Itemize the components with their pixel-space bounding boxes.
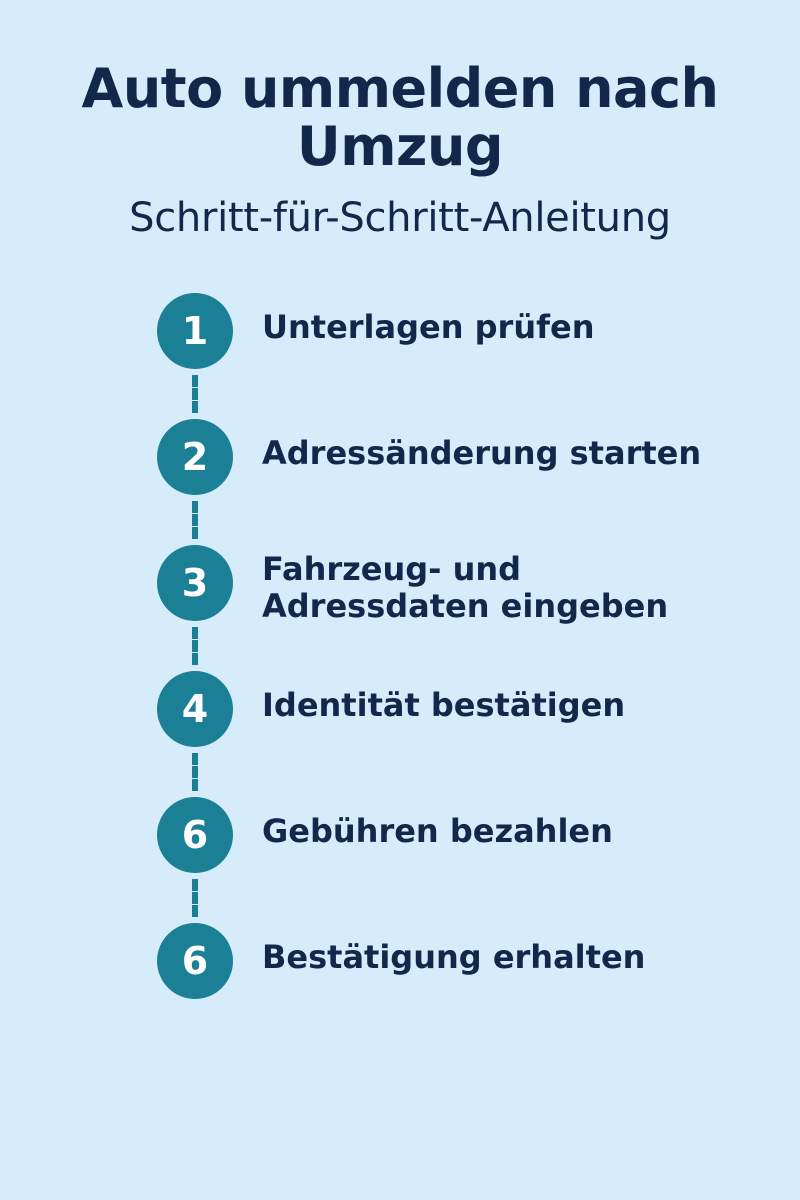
step-connector-line [192, 753, 198, 791]
list-item [148, 545, 770, 671]
step-number-badge: 2 [157, 419, 233, 495]
steps-list [30, 293, 770, 1019]
step-connector-line [192, 879, 198, 917]
step-marker-column [148, 419, 242, 545]
step-marker-column [148, 671, 242, 797]
step-label: Unterlagen prüfen [262, 307, 595, 346]
step-number-badge: 1 [157, 293, 233, 369]
step-connector-line [192, 501, 198, 539]
step-label: Adressänderung starten [262, 433, 702, 472]
step-connector-line [192, 627, 198, 665]
step-label: Bestätigung erhalten [262, 937, 646, 976]
page-title: Auto ummelden nach Umzug [81, 57, 719, 179]
step-number-badge: 6 [157, 923, 233, 999]
list-item [148, 797, 770, 923]
step-label: Gebühren bezahlen [262, 811, 613, 850]
step-label: Fahrzeug- und Adressdaten eingeben [262, 549, 669, 626]
step-marker-column [148, 545, 242, 671]
step-number-badge: 3 [157, 545, 233, 621]
step-connector-line [192, 375, 198, 413]
title-block [30, 52, 770, 241]
list-item [148, 419, 770, 545]
list-item [148, 293, 770, 419]
step-label: Identität bestätigen [262, 685, 626, 724]
step-marker-column [148, 293, 242, 419]
page-subtitle: Schritt-für-Schritt-Anleitung [129, 194, 671, 241]
step-number-badge: 4 [157, 671, 233, 747]
list-item [148, 923, 770, 1019]
step-marker-column [148, 923, 242, 999]
step-number-badge: 6 [157, 797, 233, 873]
step-marker-column [148, 797, 242, 923]
list-item [148, 671, 770, 797]
